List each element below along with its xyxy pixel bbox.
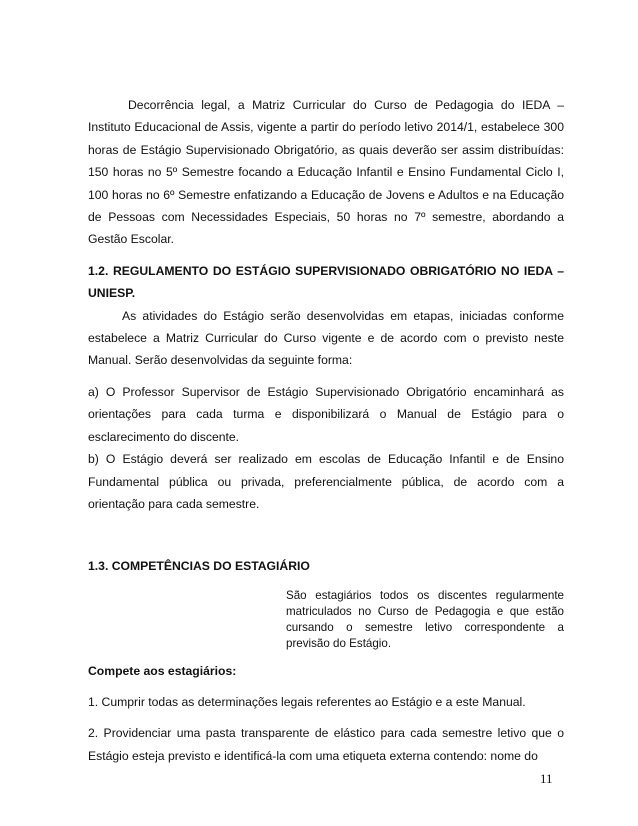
page-body [88,94,564,767]
spacer [88,578,564,588]
section-heading-competencias: 1.3. COMPETÊNCIAS DO ESTAGIÁRIO [88,559,310,574]
block-quote: São estagiários todos os discentes regularmente matriculados no Curso de Pedagogia e que estão cursando o semestre letivo correspondente a previsão do Estágio. [286,588,564,651]
spacer [88,653,564,660]
list-item-2: 2. Providenciar uma pasta transparente de elástico para cada semestre letivo que o Estágio esteja previsto e identificá-la com uma etiqueta externa contendo: nome do [88,726,564,763]
subheading-compete: Compete aos estagiários: [88,663,237,678]
page-number: 11 [540,771,553,786]
spacer [88,535,564,555]
spacer [88,372,564,381]
intro-paragraph: Decorrência legal, a Matriz Curricular do Curso de Pedagogia do IEDA – Instituto Educacional de Assis, vigente a partir do período letivo 2014/1, estabelece 300 horas de Estágio Supervisionado Obrigatório, as quais deverão ser assim distribuídas: 150 horas no 5º Semestre focando a Educação Infantil e Ensino Fundamental Ciclo I, 100 horas no 6º Semestre enfatizando a Educação de Jovens e Adultos e na Educação de Pessoas com Necessidades Especiais, 50 horas no 7º semestre, abordando a Gestão Escolar. [88,98,564,247]
spacer [88,515,564,535]
spacer [88,682,564,691]
section-heading-regulamento: 1.2. REGULAMENTO DO ESTÁGIO SUPERVISIONADO OBRIGATÓRIO NO IEDA – UNIESP. [88,263,564,301]
list-item-b: b) O Estágio deverá ser realizado em escolas de Educação Infantil e de Ensino Fundamental pública ou privada, preferencialmente pública, de acordo com a orientação para cada semestre. [88,452,564,511]
list-item-a: a) O Professor Supervisor de Estágio Supervisionado Obrigatório encaminhará as orientações para cada turma e disponibilizará o Manual de Estágio para o esclarecimento do discente. [88,384,564,444]
regulamento-paragraph: As atividades do Estágio serão desenvolvidas em etapas, iniciadas conforme estabelece a Matriz Curricular do Curso vigente e de acordo com o previsto neste Manual. Serão desenvolvidas da seguinte forma: [88,308,564,368]
spacer [88,251,564,260]
list-item-1: 1. Cumprir todas as determinações legais referentes ao Estágio e a este Manual. [88,694,526,709]
spacer [88,713,564,722]
